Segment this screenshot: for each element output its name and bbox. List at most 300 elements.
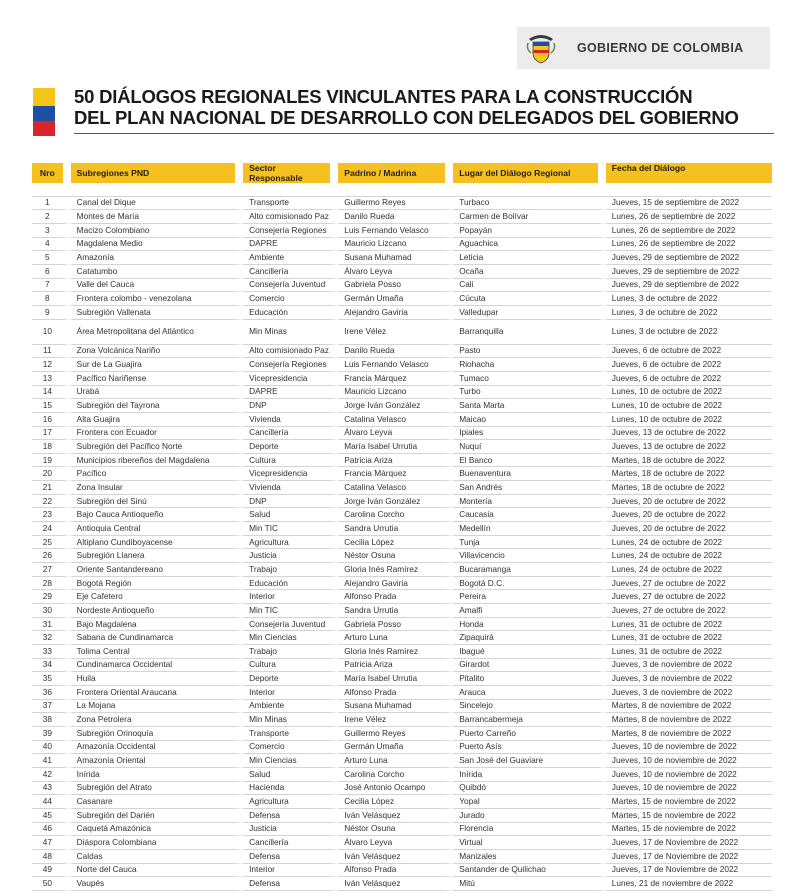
cell-fecha: Jueves, 3 de noviembre de 2022 <box>606 672 772 686</box>
cell-fecha: Lunes, 3 de octubre de 2022 <box>606 320 772 345</box>
cell-sector: DAPRE <box>243 238 338 252</box>
cell-fecha: Lunes, 10 de octubre de 2022 <box>606 386 772 400</box>
cell-padrino: Guillermo Reyes <box>338 727 453 741</box>
cell-nro: 41 <box>32 754 71 768</box>
cell-lugar: Carmen de Bolívar <box>453 210 606 224</box>
cell-subregion: Bajo Magdalena <box>71 618 243 632</box>
header-padrino: Padrino / Madrina <box>338 163 453 183</box>
cell-nro: 5 <box>32 251 71 265</box>
cell-nro: 19 <box>32 454 71 468</box>
cell-nro: 4 <box>32 238 71 252</box>
cell-subregion: Pacífico <box>71 467 243 481</box>
cell-subregion: Nordeste Antioqueño <box>71 604 243 618</box>
cell-subregion: Sur de La Guajira <box>71 358 243 372</box>
cell-padrino: Néstor Osuna <box>338 823 453 837</box>
cell-fecha: Jueves, 20 de octubre de 2022 <box>606 495 772 509</box>
table-row <box>32 823 772 837</box>
table-row <box>32 549 772 563</box>
cell-subregion: Vaupés <box>71 877 243 891</box>
colombian-flag-icon <box>33 88 55 136</box>
cell-lugar: Amalfi <box>453 604 606 618</box>
cell-fecha: Jueves, 20 de octubre de 2022 <box>606 508 772 522</box>
cell-nro: 16 <box>32 413 71 427</box>
cell-fecha: Jueves, 6 de octubre de 2022 <box>606 358 772 372</box>
cell-nro: 29 <box>32 590 71 604</box>
cell-fecha: Lunes, 24 de octubre de 2022 <box>606 563 772 577</box>
cell-lugar: Sincelejo <box>453 700 606 714</box>
cell-sector: Educación <box>243 577 338 591</box>
cell-padrino: Mauricio Lizcano <box>338 238 453 252</box>
cell-sector: Consejería Juventud <box>243 618 338 632</box>
cell-nro: 46 <box>32 823 71 837</box>
cell-sector: Alto comisionado Paz <box>243 345 338 359</box>
cell-lugar: Buenaventura <box>453 467 606 481</box>
table-row <box>32 399 772 413</box>
cell-padrino: Sandra Urrutia <box>338 522 453 536</box>
cell-nro: 39 <box>32 727 71 741</box>
cell-sector: Consejería Regiones <box>243 224 338 238</box>
cell-subregion: Frontera con Ecuador <box>71 427 243 441</box>
cell-lugar: Maicao <box>453 413 606 427</box>
dialogues-table <box>32 163 772 891</box>
cell-sector: Min Ciencias <box>243 754 338 768</box>
title-line-1: 50 DIÁLOGOS REGIONALES VINCULANTES PARA LA CONSTRUCCIÓN <box>74 86 693 107</box>
table-row <box>32 372 772 386</box>
table-row <box>32 292 772 306</box>
cell-sector: Ambiente <box>243 700 338 714</box>
cell-lugar: Zipaquirá <box>453 631 606 645</box>
cell-lugar: Virtual <box>453 836 606 850</box>
cell-subregion: Subregión del Darién <box>71 809 243 823</box>
cell-sector: DNP <box>243 495 338 509</box>
cell-sector: Hacienda <box>243 782 338 796</box>
cell-lugar: San Andrés <box>453 481 606 495</box>
table-row <box>32 427 772 441</box>
cell-fecha: Lunes, 26 de septiembre de 2022 <box>606 238 772 252</box>
cell-fecha: Jueves, 17 de Noviembre de 2022 <box>606 836 772 850</box>
cell-padrino: Arturo Luna <box>338 754 453 768</box>
cell-fecha: Jueves, 20 de octubre de 2022 <box>606 522 772 536</box>
table-row <box>32 741 772 755</box>
cell-sector: Comercio <box>243 292 338 306</box>
table-row <box>32 645 772 659</box>
cell-padrino: Iván Velásquez <box>338 809 453 823</box>
table-row <box>32 440 772 454</box>
cell-lugar: Villavicencio <box>453 549 606 563</box>
cell-padrino: Patricia Ariza <box>338 454 453 468</box>
cell-subregion: Casanare <box>71 795 243 809</box>
cell-lugar: Leticia <box>453 251 606 265</box>
cell-sector: Consejería Regiones <box>243 358 338 372</box>
cell-sector: Salud <box>243 508 338 522</box>
cell-sector: Cancillería <box>243 836 338 850</box>
cell-sector: Cultura <box>243 659 338 673</box>
cell-sector: Salud <box>243 768 338 782</box>
cell-lugar: Jurado <box>453 809 606 823</box>
cell-sector: Vivienda <box>243 413 338 427</box>
table-row <box>32 481 772 495</box>
cell-nro: 47 <box>32 836 71 850</box>
cell-subregion: Subregión del Sinú <box>71 495 243 509</box>
cell-padrino: Gabriela Posso <box>338 279 453 293</box>
cell-padrino: Irene Vélez <box>338 713 453 727</box>
cell-lugar: Popayán <box>453 224 606 238</box>
cell-nro: 10 <box>32 320 71 345</box>
cell-sector: Interior <box>243 864 338 878</box>
cell-fecha: Martes, 15 de noviembre de 2022 <box>606 795 772 809</box>
cell-subregion: Oriente Santandereano <box>71 563 243 577</box>
cell-fecha: Jueves, 3 de noviembre de 2022 <box>606 659 772 673</box>
cell-subregion: Catatumbo <box>71 265 243 279</box>
cell-fecha: Martes, 15 de noviembre de 2022 <box>606 809 772 823</box>
cell-lugar: Cúcuta <box>453 292 606 306</box>
table-header-row <box>32 163 772 183</box>
cell-nro: 43 <box>32 782 71 796</box>
table-row <box>32 864 772 878</box>
cell-padrino: Irene Vélez <box>338 320 453 345</box>
cell-fecha: Martes, 18 de octubre de 2022 <box>606 467 772 481</box>
cell-padrino: Catalina Velasco <box>338 413 453 427</box>
table-row <box>32 768 772 782</box>
cell-nro: 33 <box>32 645 71 659</box>
cell-sector: DNP <box>243 399 338 413</box>
cell-nro: 34 <box>32 659 71 673</box>
cell-sector: Min TIC <box>243 522 338 536</box>
table-row <box>32 265 772 279</box>
cell-sector: Min Ciencias <box>243 631 338 645</box>
cell-padrino: José Antonio Ocampo <box>338 782 453 796</box>
cell-nro: 36 <box>32 686 71 700</box>
header-sector: Sector Responsable <box>243 163 338 183</box>
cell-padrino: Cecilia López <box>338 536 453 550</box>
coat-of-arms-icon <box>521 28 561 68</box>
cell-sector: Min Minas <box>243 713 338 727</box>
cell-subregion: Subregión del Atrato <box>71 782 243 796</box>
cell-nro: 9 <box>32 306 71 320</box>
cell-fecha: Jueves, 27 de octubre de 2022 <box>606 577 772 591</box>
cell-padrino: Francia Márquez <box>338 467 453 481</box>
cell-lugar: Caucasia <box>453 508 606 522</box>
cell-lugar: Montería <box>453 495 606 509</box>
cell-fecha: Jueves, 29 de septiembre de 2022 <box>606 251 772 265</box>
cell-subregion: Huila <box>71 672 243 686</box>
cell-sector: Interior <box>243 686 338 700</box>
cell-lugar: Pitalito <box>453 672 606 686</box>
table-row <box>32 686 772 700</box>
cell-sector: Comercio <box>243 741 338 755</box>
cell-lugar: Valledupar <box>453 306 606 320</box>
cell-subregion: Montes de María <box>71 210 243 224</box>
cell-lugar: Aguachica <box>453 238 606 252</box>
cell-fecha: Jueves, 15 de septiembre de 2022 <box>606 197 772 211</box>
cell-padrino: Álvaro Leyva <box>338 836 453 850</box>
cell-subregion: Valle del Cauca <box>71 279 243 293</box>
table-row <box>32 454 772 468</box>
cell-nro: 15 <box>32 399 71 413</box>
cell-lugar: Pereira <box>453 590 606 604</box>
cell-subregion: Subregión Llanera <box>71 549 243 563</box>
cell-nro: 21 <box>32 481 71 495</box>
cell-subregion: Bajo Cauca Antioqueño <box>71 508 243 522</box>
table-row <box>32 809 772 823</box>
cell-fecha: Martes, 8 de noviembre de 2022 <box>606 700 772 714</box>
cell-subregion: Antioquia Central <box>71 522 243 536</box>
cell-sector: Cancillería <box>243 265 338 279</box>
table-row <box>32 795 772 809</box>
government-name: GOBIERNO DE COLOMBIA <box>577 41 744 55</box>
table-row <box>32 522 772 536</box>
cell-sector: Vivienda <box>243 481 338 495</box>
cell-fecha: Lunes, 31 de octubre de 2022 <box>606 618 772 632</box>
cell-padrino: Arturo Luna <box>338 631 453 645</box>
cell-nro: 37 <box>32 700 71 714</box>
cell-sector: Deporte <box>243 672 338 686</box>
cell-nro: 17 <box>32 427 71 441</box>
table-row <box>32 320 772 345</box>
cell-fecha: Martes, 15 de noviembre de 2022 <box>606 823 772 837</box>
cell-subregion: Amazonía <box>71 251 243 265</box>
cell-sector: Trabajo <box>243 563 338 577</box>
cell-padrino: Germán Umaña <box>338 292 453 306</box>
cell-sector: Vicepresidencia <box>243 372 338 386</box>
cell-subregion: Bogotá Región <box>71 577 243 591</box>
cell-sector: Educación <box>243 306 338 320</box>
cell-nro: 31 <box>32 618 71 632</box>
cell-lugar: Girardot <box>453 659 606 673</box>
cell-lugar: Tumaco <box>453 372 606 386</box>
cell-subregion: Área Metropolitana del Atlántico <box>71 320 243 345</box>
cell-nro: 8 <box>32 292 71 306</box>
cell-nro: 27 <box>32 563 71 577</box>
table-row <box>32 577 772 591</box>
cell-padrino: Néstor Osuna <box>338 549 453 563</box>
cell-fecha: Lunes, 3 de octubre de 2022 <box>606 306 772 320</box>
cell-fecha: Jueves, 10 de noviembre de 2022 <box>606 741 772 755</box>
cell-lugar: Pasto <box>453 345 606 359</box>
cell-fecha: Jueves, 29 de septiembre de 2022 <box>606 279 772 293</box>
table-row <box>32 590 772 604</box>
title-line-2: DEL PLAN NACIONAL DE DESARROLLO CON DELEGADOS DEL GOBIERNO <box>74 107 739 128</box>
cell-sector: Interior <box>243 590 338 604</box>
cell-nro: 11 <box>32 345 71 359</box>
table-row <box>32 618 772 632</box>
table-row <box>32 238 772 252</box>
cell-subregion: Inírida <box>71 768 243 782</box>
cell-lugar: Honda <box>453 618 606 632</box>
cell-subregion: Urabá <box>71 386 243 400</box>
cell-fecha: Jueves, 6 de octubre de 2022 <box>606 372 772 386</box>
cell-padrino: Gabriela Posso <box>338 618 453 632</box>
cell-fecha: Jueves, 27 de octubre de 2022 <box>606 590 772 604</box>
cell-subregion: Norte del Cauca <box>71 864 243 878</box>
cell-lugar: Puerto Asís <box>453 741 606 755</box>
table-row <box>32 836 772 850</box>
cell-fecha: Martes, 8 de noviembre de 2022 <box>606 713 772 727</box>
cell-nro: 12 <box>32 358 71 372</box>
table-row <box>32 210 772 224</box>
cell-sector: Ambiente <box>243 251 338 265</box>
cell-fecha: Lunes, 24 de octubre de 2022 <box>606 536 772 550</box>
cell-padrino: Álvaro Leyva <box>338 265 453 279</box>
cell-subregion: Subregión del Pacífico Norte <box>71 440 243 454</box>
cell-fecha: Jueves, 6 de octubre de 2022 <box>606 345 772 359</box>
cell-lugar: Nuquí <box>453 440 606 454</box>
cell-fecha: Jueves, 17 de Noviembre de 2022 <box>606 850 772 864</box>
cell-nro: 30 <box>32 604 71 618</box>
cell-padrino: María Isabel Urrutia <box>338 672 453 686</box>
cell-lugar: Arauca <box>453 686 606 700</box>
cell-subregion: Amazonía Oriental <box>71 754 243 768</box>
cell-padrino: Patricia Ariza <box>338 659 453 673</box>
cell-padrino: Gloria Inés Ramírez <box>338 563 453 577</box>
cell-subregion: Alta Guajira <box>71 413 243 427</box>
cell-sector: Transporte <box>243 727 338 741</box>
cell-padrino: Alfonso Prada <box>338 590 453 604</box>
cell-padrino: Mauricio Lizcano <box>338 386 453 400</box>
table-row <box>32 224 772 238</box>
cell-nro: 32 <box>32 631 71 645</box>
table-row <box>32 659 772 673</box>
header-fecha: Fecha del Diálogo <box>606 163 772 183</box>
table-row <box>32 306 772 320</box>
cell-subregion: Macizo Colombiano <box>71 224 243 238</box>
cell-padrino: Jorge Iván González <box>338 399 453 413</box>
cell-nro: 1 <box>32 197 71 211</box>
cell-lugar: Inírida <box>453 768 606 782</box>
table-row <box>32 358 772 372</box>
cell-subregion: La Mojana <box>71 700 243 714</box>
cell-fecha: Jueves, 13 de octubre de 2022 <box>606 427 772 441</box>
cell-lugar: Medellín <box>453 522 606 536</box>
cell-nro: 3 <box>32 224 71 238</box>
cell-lugar: Riohacha <box>453 358 606 372</box>
cell-nro: 50 <box>32 877 71 891</box>
cell-padrino: Iván Velásquez <box>338 850 453 864</box>
cell-padrino: Germán Umaña <box>338 741 453 755</box>
government-header <box>517 27 770 69</box>
cell-padrino: Cecilia López <box>338 795 453 809</box>
table-row <box>32 508 772 522</box>
cell-subregion: Altiplano Cundiboyacense <box>71 536 243 550</box>
table-row <box>32 727 772 741</box>
cell-lugar: Bogotá D.C. <box>453 577 606 591</box>
cell-subregion: Cundinamarca Occidental <box>71 659 243 673</box>
cell-padrino: Álvaro Leyva <box>338 427 453 441</box>
cell-subregion: Caldas <box>71 850 243 864</box>
cell-padrino: Alfonso Prada <box>338 864 453 878</box>
cell-nro: 45 <box>32 809 71 823</box>
header-subregion: Subregiones PND <box>71 163 243 183</box>
cell-fecha: Lunes, 31 de octubre de 2022 <box>606 645 772 659</box>
cell-fecha: Jueves, 10 de noviembre de 2022 <box>606 782 772 796</box>
table-row <box>32 631 772 645</box>
cell-subregion: Frontera colombo - venezolana <box>71 292 243 306</box>
cell-subregion: Subregión del Tayrona <box>71 399 243 413</box>
cell-lugar: Bucaramanga <box>453 563 606 577</box>
cell-fecha: Jueves, 17 de Noviembre de 2022 <box>606 864 772 878</box>
cell-padrino: Alfonso Prada <box>338 686 453 700</box>
cell-lugar: Ibagué <box>453 645 606 659</box>
cell-lugar: Ocaña <box>453 265 606 279</box>
cell-subregion: Municipios ribereños del Magdalena <box>71 454 243 468</box>
table-row <box>32 197 772 211</box>
table-row <box>32 467 772 481</box>
cell-lugar: Tunja <box>453 536 606 550</box>
header-lugar: Lugar del Diálogo Regional <box>453 163 606 183</box>
table-row <box>32 713 772 727</box>
cell-nro: 7 <box>32 279 71 293</box>
cell-nro: 2 <box>32 210 71 224</box>
table-row <box>32 700 772 714</box>
table-row <box>32 850 772 864</box>
title-divider <box>74 133 774 134</box>
cell-fecha: Lunes, 26 de septiembre de 2022 <box>606 210 772 224</box>
cell-fecha: Lunes, 21 de noviembre de 2022 <box>606 877 772 891</box>
cell-subregion: Pacífico Nariñense <box>71 372 243 386</box>
cell-nro: 48 <box>32 850 71 864</box>
cell-nro: 20 <box>32 467 71 481</box>
cell-nro: 25 <box>32 536 71 550</box>
cell-padrino: Susana Muhamad <box>338 700 453 714</box>
cell-subregion: Zona Petrolera <box>71 713 243 727</box>
cell-subregion: Caquetá Amazónica <box>71 823 243 837</box>
cell-subregion: Zona Volcánica Nariño <box>71 345 243 359</box>
cell-lugar: Puerto Carreño <box>453 727 606 741</box>
cell-nro: 18 <box>32 440 71 454</box>
cell-sector: Consejería Juventud <box>243 279 338 293</box>
table-row <box>32 495 772 509</box>
table-row <box>32 563 772 577</box>
cell-fecha: Jueves, 13 de octubre de 2022 <box>606 440 772 454</box>
cell-subregion: Canal del Dique <box>71 197 243 211</box>
cell-sector: Trabajo <box>243 645 338 659</box>
cell-sector: Cultura <box>243 454 338 468</box>
cell-subregion: Frontera Oriental Araucana <box>71 686 243 700</box>
cell-lugar: Yopal <box>453 795 606 809</box>
cell-padrino: Danilo Rueda <box>338 210 453 224</box>
cell-subregion: Diáspora Colombiana <box>71 836 243 850</box>
cell-nro: 35 <box>32 672 71 686</box>
cell-lugar: Barrancabermeja <box>453 713 606 727</box>
cell-sector: Min Minas <box>243 320 338 345</box>
table-row <box>32 536 772 550</box>
cell-subregion: Magdalena Medio <box>71 238 243 252</box>
cell-fecha: Jueves, 10 de noviembre de 2022 <box>606 754 772 768</box>
cell-subregion: Tolima Central <box>71 645 243 659</box>
cell-fecha: Lunes, 10 de octubre de 2022 <box>606 413 772 427</box>
cell-sector: Alto comisionado Paz <box>243 210 338 224</box>
cell-padrino: Jorge Iván González <box>338 495 453 509</box>
cell-subregion: Eje Cafetero <box>71 590 243 604</box>
cell-padrino: Catalina Velasco <box>338 481 453 495</box>
cell-padrino: Carolina Corcho <box>338 508 453 522</box>
cell-fecha: Lunes, 24 de octubre de 2022 <box>606 549 772 563</box>
cell-sector: Justicia <box>243 823 338 837</box>
cell-nro: 24 <box>32 522 71 536</box>
cell-sector: Vicepresidencia <box>243 467 338 481</box>
cell-fecha: Jueves, 27 de octubre de 2022 <box>606 604 772 618</box>
cell-padrino: Alejandro Gaviria <box>338 306 453 320</box>
cell-subregion: Sabana de Cundinamarca <box>71 631 243 645</box>
cell-nro: 49 <box>32 864 71 878</box>
cell-padrino: Sandra Urrutia <box>338 604 453 618</box>
cell-sector: Transporte <box>243 197 338 211</box>
cell-sector: Cancillería <box>243 427 338 441</box>
cell-nro: 42 <box>32 768 71 782</box>
cell-lugar: Turbo <box>453 386 606 400</box>
cell-lugar: Santa Marta <box>453 399 606 413</box>
cell-lugar: Florencia <box>453 823 606 837</box>
